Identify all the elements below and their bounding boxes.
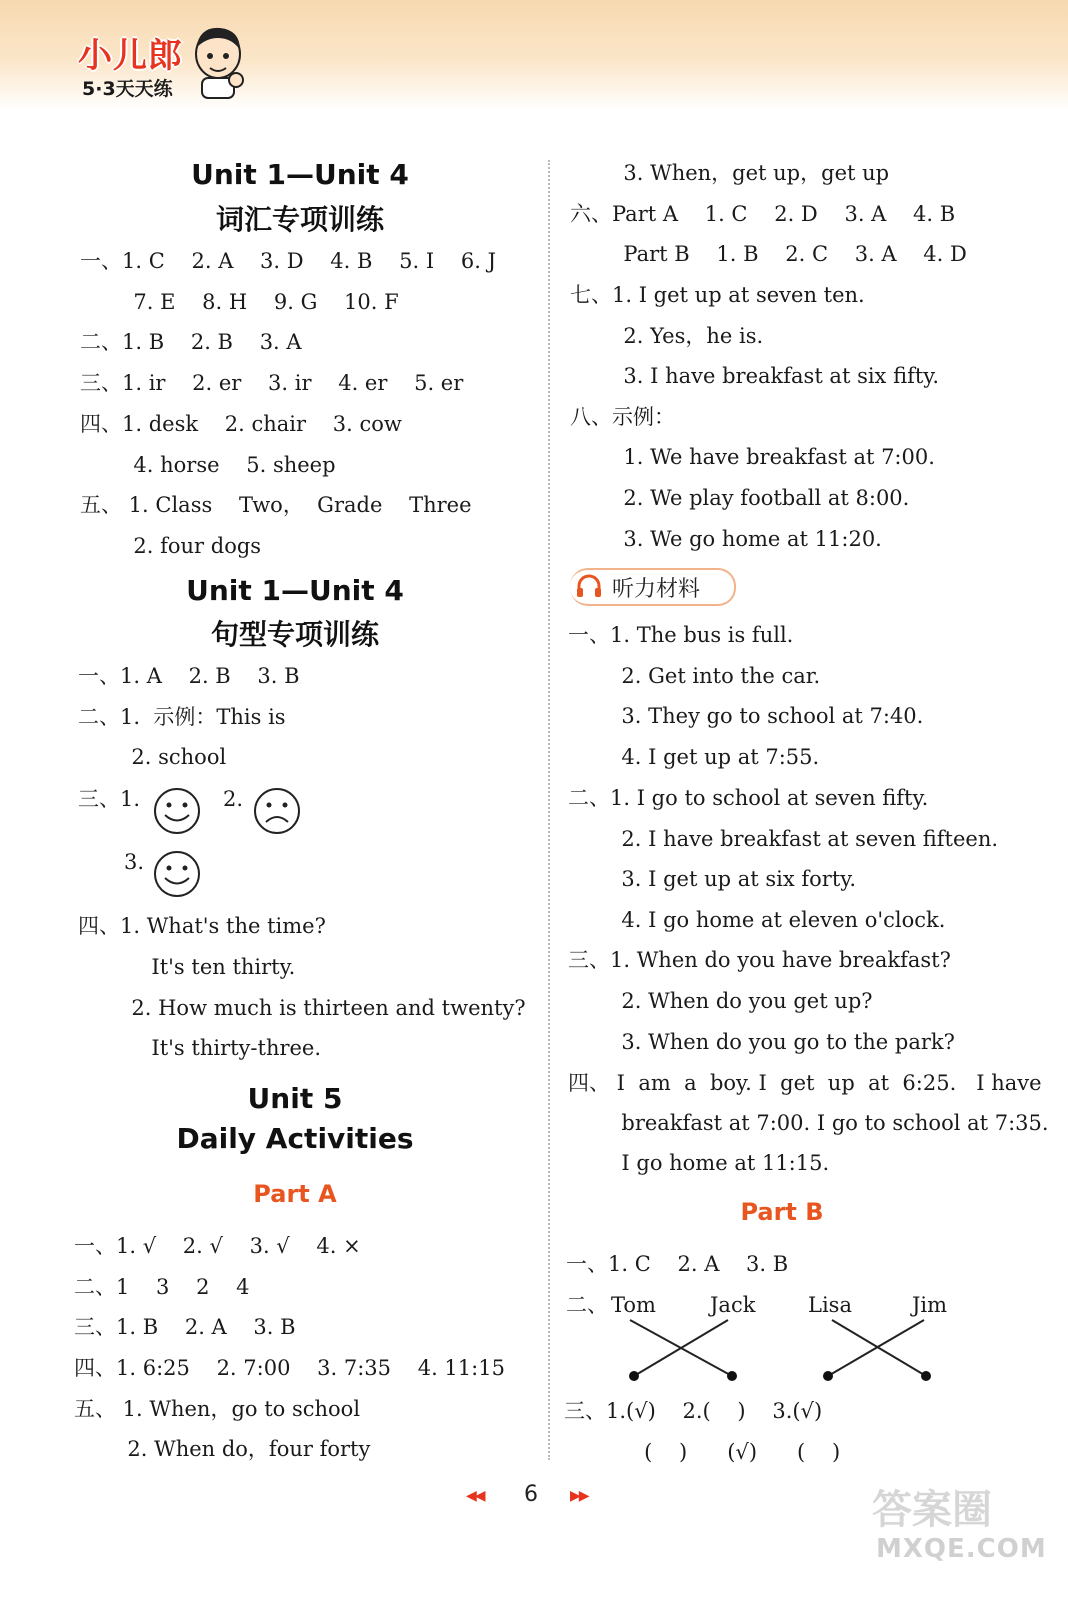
part-b-line: 一、1. C 2. A 3. B <box>566 1252 789 1276</box>
vocab-line: 四、1. desk 2. chair 3. cow <box>80 412 402 436</box>
unit5-subtitle: Daily Activities <box>176 1122 414 1155</box>
sentence-line: 四、1. What's the time? <box>78 914 326 938</box>
headphones-icon <box>576 574 602 598</box>
faces-prefix: 三、1. <box>78 787 141 811</box>
check-line: ( ) (√) ( ) <box>564 1440 841 1464</box>
part-a-line: 五、 1. When，go to school <box>74 1397 361 1421</box>
sentence-line: 一、1. A 2. B 3. B <box>78 664 300 688</box>
vocab-line: 二、1. B 2. B 3. A <box>80 330 302 354</box>
watermark-logo: 答案圈 <box>872 1487 992 1533</box>
sentence-title-2: 句型专项训练 <box>210 618 379 651</box>
next-arrows-icon: ▶▶ <box>570 1488 588 1504</box>
check-line: 三、1.(√) 2.( ) 3.(√) <box>564 1399 823 1423</box>
vocab-line: 4. horse 5. sheep <box>80 453 336 477</box>
answer-line: 六、Part A 1. C 2. D 3. A 4. B <box>570 202 956 226</box>
sentence-line: 二、1. 示例：This is <box>78 705 286 729</box>
page-number: 6 <box>524 1482 538 1507</box>
face-label-3: 3. <box>124 850 145 874</box>
match-name: Lisa <box>808 1293 852 1317</box>
watermark-url: MXQE.COM <box>876 1534 1047 1564</box>
answer-line: 七、1. I get up at seven ten. <box>570 283 865 307</box>
answer-line: 2. Yes，he is. <box>570 324 764 348</box>
part-a-line: 二、1 3 2 4 <box>74 1275 250 1299</box>
match-prefix: 二、 <box>566 1293 608 1317</box>
column-divider <box>548 160 550 1460</box>
listening-line: 一、1. The bus is full. <box>568 623 794 647</box>
vocab-line: 三、1. ir 2. er 3. ir 4. er 5. er <box>80 371 464 395</box>
listening-line: breakfast at 7:00. I go to school at 7:35. <box>568 1111 1049 1135</box>
page-header <box>0 0 1068 110</box>
sentence-line: 2. How much is thirteen and twenty? <box>78 996 526 1020</box>
sentence-line: It's ten thirty. <box>78 955 296 979</box>
prev-arrows-icon: ◀◀ <box>466 1488 484 1504</box>
listening-line: 3. They go to school at 7:40. <box>568 704 924 728</box>
sentence-title-1: Unit 1—Unit 4 <box>186 574 404 607</box>
vocab-line: 7. E 8. H 9. G 10. F <box>80 290 399 314</box>
answer-line: 3. When，get up，get up <box>570 161 890 185</box>
vocab-line: 五、 1. Class Two， Grade Three <box>80 493 472 517</box>
listening-line: 二、1. I go to school at seven fifty. <box>568 786 929 810</box>
listening-line: 2. I have breakfast at seven fifteen. <box>568 827 999 851</box>
part-a-line: 一、1. √ 2. √ 3. √ 4. × <box>74 1234 361 1258</box>
listening-line: 3. When do you go to the park? <box>568 1030 955 1054</box>
listening-line: 4. I get up at 7:55. <box>568 745 820 769</box>
brand-logo: 小儿郎 <box>78 36 183 76</box>
vocab-title-1: Unit 1—Unit 4 <box>191 158 409 191</box>
mascot-icon <box>188 24 248 100</box>
vocab-line: 一、1. C 2. A 3. D 4. B 5. I 6. J <box>80 249 496 273</box>
answer-line: 3. I have breakfast at six fifty. <box>570 364 940 388</box>
unit5-title: Unit 5 <box>247 1082 343 1115</box>
answer-line: 3. We go home at 11:20. <box>570 527 882 551</box>
series-name: 5·3天天练 <box>82 78 173 100</box>
vocab-line: 2. four dogs <box>80 534 262 558</box>
part-a-line: 三、1. B 2. A 3. B <box>74 1315 296 1339</box>
sentence-line: It's thirty-three. <box>78 1036 322 1060</box>
sentence-line: 2. school <box>78 745 227 769</box>
face-label-2: 2. <box>223 787 244 811</box>
smile-face-icon <box>152 786 202 836</box>
sad-face-icon <box>252 786 302 836</box>
answer-line: Part B 1. B 2. C 3. A 4. D <box>570 242 967 266</box>
part-a-heading: Part A <box>253 1180 337 1208</box>
listening-line: 2. Get into the car. <box>568 664 821 688</box>
listening-line: 4. I go home at eleven o'clock. <box>568 908 946 932</box>
match-name: Tom <box>611 1293 656 1317</box>
listening-label: 听力材料 <box>612 577 701 602</box>
part-a-line: 四、1. 6:25 2. 7:00 3. 7:35 4. 11:15 <box>74 1356 505 1380</box>
part-a-line: 2. When do，four forty <box>74 1437 371 1461</box>
vocab-title-2: 词汇专项训练 <box>215 203 384 236</box>
answer-line: 2. We play football at 8:00. <box>570 486 910 510</box>
matching-lines <box>600 1316 960 1386</box>
match-name: Jack <box>710 1293 756 1317</box>
part-b-heading: Part B <box>740 1198 824 1226</box>
listening-line: 3. I get up at six forty. <box>568 867 857 891</box>
listening-line: 三、1. When do you have breakfast? <box>568 948 951 972</box>
listening-line: 2. When do you get up? <box>568 989 873 1013</box>
match-name: Jim <box>912 1293 948 1317</box>
listening-line: 四、 I am a boy. I get up at 6:25. I have <box>568 1071 1042 1095</box>
answer-line: 八、示例： <box>570 405 675 429</box>
listening-line: I go home at 11:15. <box>568 1151 830 1175</box>
answer-line: 1. We have breakfast at 7:00. <box>570 445 935 469</box>
smile-face-icon <box>152 849 202 899</box>
